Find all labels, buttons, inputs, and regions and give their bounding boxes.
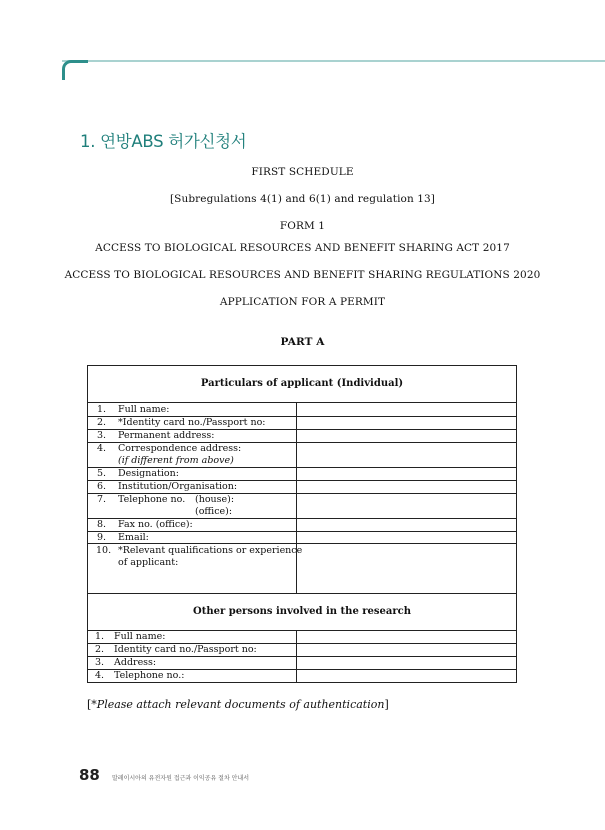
schedule-heading: FIRST SCHEDULE	[251, 166, 354, 178]
column-divider	[296, 402, 297, 593]
row-number: 9.	[97, 532, 107, 543]
divider	[88, 402, 516, 403]
regulations-title: ACCESS TO BIOLOGICAL RESOURCES AND BENEFIT SHARING REGULATIONS 2020	[64, 269, 541, 281]
column-divider	[296, 630, 297, 682]
header-rule	[62, 60, 605, 62]
bracket-open: [	[87, 698, 92, 711]
other-full-name-label: Full name:	[114, 631, 166, 642]
row-number: 10.	[96, 545, 112, 556]
row-number: 1.	[95, 631, 105, 642]
other-telephone-label: Telephone no.:	[114, 670, 185, 681]
row-number: 1.	[97, 404, 107, 415]
divider	[88, 543, 516, 544]
part-heading: PART A	[280, 336, 325, 348]
regulations-reference: [Subregulations 4(1) and 6(1) and regulation 13]	[169, 193, 436, 205]
application-title: APPLICATION FOR A PERMIT	[219, 296, 386, 308]
full-name-label: Full name:	[118, 404, 170, 415]
act-title: ACCESS TO BIOLOGICAL RESOURCES AND BENEFIT SHARING ACT 2017	[95, 242, 510, 254]
corner-ornament	[62, 60, 88, 80]
applicant-form	[87, 365, 517, 683]
qualifications-label-continued: of applicant:	[118, 557, 179, 568]
identity-card-label: *Identity card no./Passport no:	[118, 417, 266, 428]
section-title: 1. 연방ABS 허가신청서	[80, 132, 247, 151]
page-number: 88	[79, 766, 100, 784]
row-number: 2.	[95, 644, 105, 655]
row-number: 2.	[97, 417, 107, 428]
other-address-label: Address:	[114, 657, 157, 668]
designation-label: Designation:	[118, 468, 179, 479]
permanent-address-label: Permanent address:	[118, 430, 215, 441]
row-number: 5.	[97, 468, 107, 479]
correspondence-address-note: (if different from above)	[118, 455, 234, 466]
institution-label: Institution/Organisation:	[118, 481, 238, 492]
row-number: 4.	[97, 443, 107, 454]
row-number: 6.	[97, 481, 107, 492]
telephone-label: Telephone no.	[118, 494, 186, 505]
row-number: 3.	[97, 430, 107, 441]
others-section-title: Other persons involved in the research	[192, 606, 412, 617]
telephone-office-label: (office):	[195, 506, 233, 517]
qualifications-label: *Relevant qualifications or experience	[118, 545, 303, 556]
attachment-note-text: *Please attach relevant documents of authentication	[91, 698, 385, 711]
row-number: 3.	[95, 657, 105, 668]
attachment-note	[87, 698, 389, 711]
row-number: 7.	[97, 494, 107, 505]
correspondence-address-label: Correspondence address:	[118, 443, 242, 454]
row-number: 8.	[97, 519, 107, 530]
fax-label: Fax no. (office):	[118, 519, 193, 530]
form-number: FORM 1	[279, 220, 326, 232]
footer-title: 말레이시아의 유전자원 접근과 이익공유 절차 안내서	[112, 775, 250, 782]
applicant-section-title: Particulars of applicant (Individual)	[200, 378, 404, 389]
telephone-house-label: (house):	[195, 494, 235, 505]
bracket-close: ]	[384, 698, 389, 711]
row-number: 4.	[95, 670, 105, 681]
email-label: Email:	[118, 532, 149, 543]
divider	[88, 593, 516, 594]
other-identity-card-label: Identity card no./Passport no:	[114, 644, 257, 655]
